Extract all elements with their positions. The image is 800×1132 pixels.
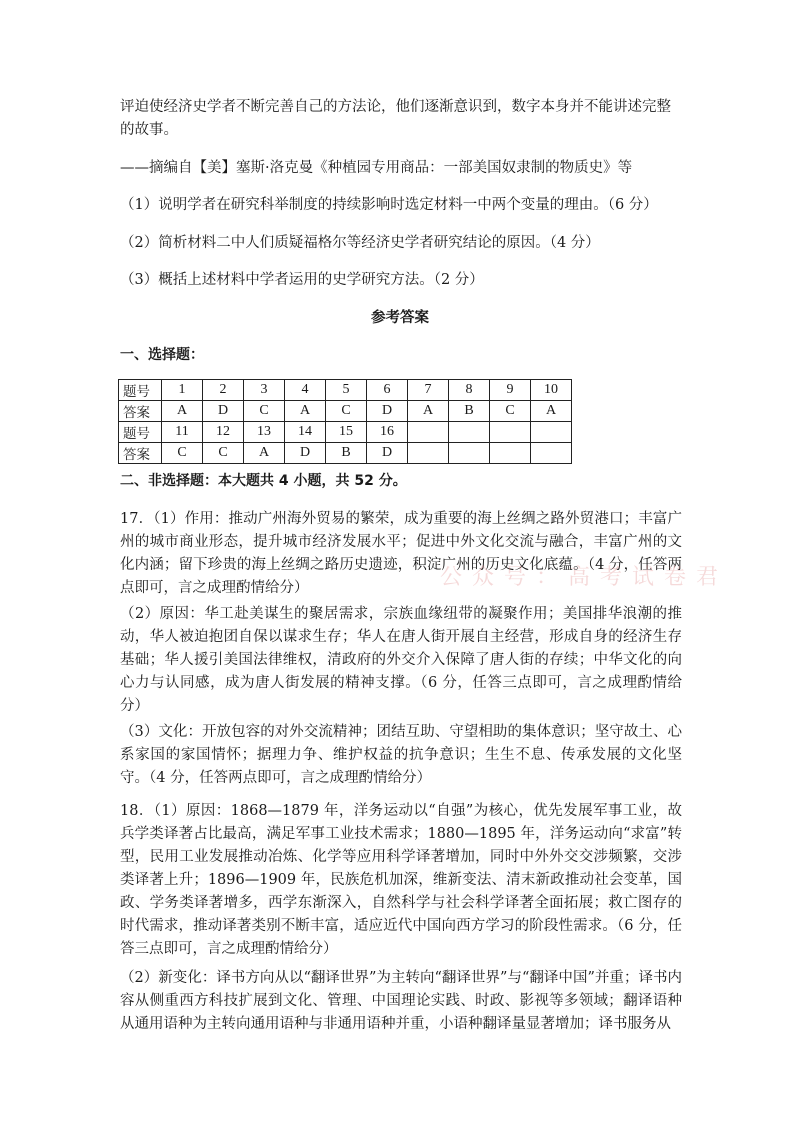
table-cell: 11 bbox=[162, 422, 203, 443]
table-cell: C bbox=[244, 401, 285, 422]
table-cell: 1 bbox=[162, 380, 203, 401]
answer-title: 参考答案 bbox=[371, 310, 429, 326]
citation: ——摘编自【美】塞斯·洛克曼《种植园专用商品：一部美国奴隶制的物质史》等 bbox=[120, 160, 633, 176]
table-cell: A bbox=[244, 443, 285, 464]
table-cell: D bbox=[367, 443, 408, 464]
table-cell: 6 bbox=[367, 380, 408, 401]
table-row-header: 答案 bbox=[119, 443, 162, 464]
answer-table bbox=[118, 379, 572, 464]
table-cell: 9 bbox=[490, 380, 531, 401]
q17-part1: 17．（1）作用：推动广州海外贸易的繁荣，成为重要的海上丝绸之路外贸港口；丰富广州的城市商业形态，提升城市经济发展水平；促进中外文化交流与融合，丰富广州的文化内涵；留下珍贵的海上丝绸之路历史遗迹，积淀广州的历史文化底蕴。（4 分，任答两点即可，言之成理酌情给分） bbox=[120, 511, 682, 596]
question-2: （2）简析材料二中人们质疑福格尔等经济史学者研究结论的原因。（4 分） bbox=[120, 235, 600, 251]
table-cell: 13 bbox=[244, 422, 285, 443]
table-cell: C bbox=[162, 443, 203, 464]
table-cell bbox=[490, 422, 531, 443]
table-row-header: 题号 bbox=[119, 422, 162, 443]
table-cell: D bbox=[203, 401, 244, 422]
table-cell: C bbox=[490, 401, 531, 422]
table-cell bbox=[531, 443, 572, 464]
q17-part3: （3）文化：开放包容的对外交流精神；团结互助、守望相助的集体意识；坚守故土、心系家国的家国情怀；据理力争、维护权益的抗争意识；生生不息、传承发展的文化坚守。（4 分，任答两点即可，言之成理酌情给分） bbox=[120, 724, 682, 786]
table-cell: 2 bbox=[203, 380, 244, 401]
table-cell: 7 bbox=[408, 380, 449, 401]
table-cell: 3 bbox=[244, 380, 285, 401]
q18-part2: （2）新变化：译书方向从以“翻译世界”为主转向“翻译世界”与“翻译中国”并重；译书内容从侧重西方科技扩展到文化、管理、中国理论实践、时政、影视等多领域；翻译语种从通用语种为主转向通用语种与非通用语种并重，小语种翻译量显著增加；译书服务从 bbox=[120, 970, 682, 1032]
table-cell: 14 bbox=[285, 422, 326, 443]
q17-part2: （2）原因：华工赴美谋生的聚居需求，宗族血缘纽带的凝聚作用；美国排华浪潮的推动，华人被迫抱团自保以谋求生存；华人在唐人街开展自主经营，形成自身的经济生存基础；华人援引美国法律维权，清政府的外交介入保障了唐人街的存续；中华文化的向心力与认同感，成为唐人街发展的精神支撑。（6 分，任答三点即可，言之成理酌情给分） bbox=[120, 606, 682, 714]
intro-line-2: 的故事。 bbox=[120, 122, 178, 138]
table-cell: 10 bbox=[531, 380, 572, 401]
table-cell: 15 bbox=[326, 422, 367, 443]
table-row-header: 题号 bbox=[119, 380, 162, 401]
question-1: （1）说明学者在研究科举制度的持续影响时选定材料一中两个变量的理由。（6 分） bbox=[120, 197, 658, 213]
table-row-header: 答案 bbox=[119, 401, 162, 422]
table-cell: 8 bbox=[449, 380, 490, 401]
table-cell bbox=[531, 422, 572, 443]
table-cell: 16 bbox=[367, 422, 408, 443]
table-cell bbox=[449, 422, 490, 443]
table-row bbox=[119, 422, 572, 443]
watermark: 公众号：高考试卷君 bbox=[440, 565, 729, 590]
table-row bbox=[119, 401, 572, 422]
table-cell bbox=[490, 443, 531, 464]
table-cell: B bbox=[449, 401, 490, 422]
table-row bbox=[119, 443, 572, 464]
table-cell: B bbox=[326, 443, 367, 464]
section-choice-heading: 一、选择题： bbox=[120, 347, 204, 363]
section-nonchoice-heading: 二、非选择题：本大题共 4 小题，共 52 分。 bbox=[120, 473, 407, 489]
table-cell: 5 bbox=[326, 380, 367, 401]
table-cell: A bbox=[531, 401, 572, 422]
table-cell: C bbox=[203, 443, 244, 464]
intro-line-1: 评迫使经济史学者不断完善自己的方法论，他们逐渐意识到，数字本身并不能讲述完整 bbox=[120, 99, 671, 115]
table-cell bbox=[408, 443, 449, 464]
q18-part1: 18．（1）原因：1868—1879 年，洋务运动以“自强”为核心，优先发展军事工业，故兵学类译著占比最高，满足军事工业技术需求；1880—1895 年，洋务运动向“求富”转型，民用工业发展推动冶炼、化学等应用科学译著增加，同时中外外交交涉频繁，交涉类译著上升；1896—1909 年，民族危机加深，维新变法、清末新政推动社会变革，国政、学务类译著增多，西学东渐深入，自然科学与社会科学译著全面拓展；救亡图存的时代需求，推动译著类别不断丰富，适应近代中国向西方学习的阶段性需求。（6 分，任答三点即可，言之成理酌情给分） bbox=[120, 803, 682, 957]
table-cell bbox=[408, 422, 449, 443]
table-row bbox=[119, 380, 572, 401]
table-cell: D bbox=[285, 443, 326, 464]
table-cell: C bbox=[326, 401, 367, 422]
table-cell: A bbox=[162, 401, 203, 422]
table-cell: A bbox=[408, 401, 449, 422]
question-3: （3）概括上述材料中学者运用的史学研究方法。（2 分） bbox=[120, 272, 484, 288]
table-cell: 12 bbox=[203, 422, 244, 443]
table-cell bbox=[449, 443, 490, 464]
table-cell: D bbox=[367, 401, 408, 422]
table-cell: 4 bbox=[285, 380, 326, 401]
table-cell: A bbox=[285, 401, 326, 422]
